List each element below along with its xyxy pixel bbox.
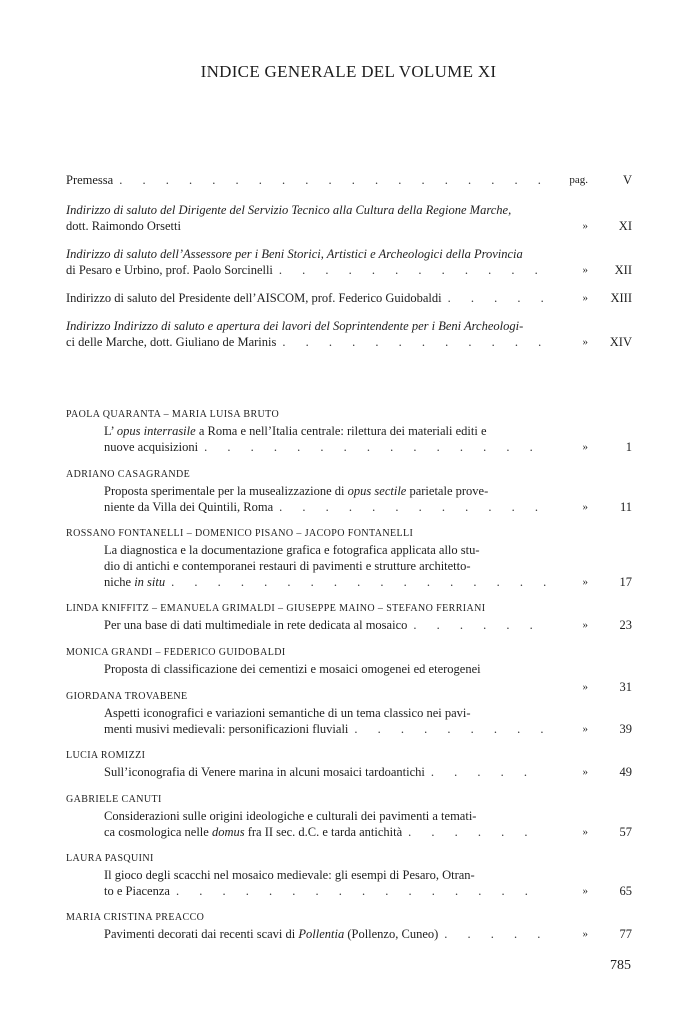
page-prefix: » bbox=[582, 928, 588, 940]
page-title: INDICE GENERALE DEL VOLUME XI bbox=[200, 62, 497, 81]
leader-dots bbox=[425, 764, 546, 780]
entry-title: dott. Raimondo Orsetti bbox=[66, 219, 181, 233]
leader-dots bbox=[113, 172, 546, 188]
leader-dots bbox=[273, 262, 546, 278]
leader-dots bbox=[407, 617, 546, 633]
entry-title: di Pesaro e Urbino, prof. Paolo Sorcinelli bbox=[66, 263, 273, 277]
toc-entry-essay-10 bbox=[66, 911, 632, 942]
page-prefix: » bbox=[582, 723, 588, 735]
toc-entry-essay-6 bbox=[66, 690, 632, 737]
entry-title: Sull’iconografia di Venere marina in alcuni mosaici tardoantichi bbox=[104, 765, 425, 779]
page-number: 23 bbox=[619, 618, 632, 632]
entry-line: Proposta di classificazione dei cementizi e mosaici omogenei ed eterogenei bbox=[104, 662, 481, 676]
page-prefix: » bbox=[582, 336, 588, 348]
entry-authors: LUCIA ROMIZZI bbox=[66, 750, 146, 761]
page-number: 39 bbox=[619, 722, 632, 736]
page-prefix: » bbox=[582, 826, 588, 838]
entry-line: Considerazioni sulle origini ideologiche e culturali dei pavimenti a temati- bbox=[104, 809, 477, 823]
entry-line: Il gioco degli scacchi nel mosaico medievale: gli esempi di Pesaro, Otran- bbox=[104, 868, 475, 882]
page-prefix: » bbox=[582, 441, 588, 453]
entry-authors: MARIA CRISTINA PREACCO bbox=[66, 912, 205, 923]
page-number: 77 bbox=[619, 927, 632, 941]
entry-authors: ADRIANO CASAGRANDE bbox=[66, 469, 191, 480]
leader-dots bbox=[442, 290, 546, 306]
toc-entry-saluto-presidente bbox=[66, 290, 632, 306]
toc-entry-essay-3 bbox=[66, 527, 632, 590]
entry-title: nuove acquisizioni bbox=[104, 440, 199, 454]
toc-entry-essay-9 bbox=[66, 852, 632, 899]
page-prefix: » bbox=[582, 681, 588, 693]
page-number: 57 bbox=[619, 825, 632, 839]
toc-entry-saluto-dirigente bbox=[66, 202, 632, 234]
entry-line: Aspetti iconografici e variazioni semantiche di un tema classico nei pavi- bbox=[104, 706, 471, 720]
page-prefix: » bbox=[582, 501, 588, 513]
entry-authors: ROSSANO FONTANELLI – DOMENICO PISANO – JACOPO FONTANELLI bbox=[66, 528, 414, 539]
page-number: V bbox=[622, 173, 632, 187]
entry-authors: GABRIELE CANUTI bbox=[66, 794, 162, 805]
toc-entry-saluto-assessore bbox=[66, 246, 632, 278]
page-number: 31 bbox=[619, 680, 632, 694]
page-number: XI bbox=[618, 219, 632, 233]
page-number: 1 bbox=[625, 440, 632, 454]
entry-authors: MONICA GRANDI – FEDERICO GUIDOBALDI bbox=[66, 647, 286, 658]
page-number: 49 bbox=[619, 765, 632, 779]
page-folio-number: 785 bbox=[610, 958, 631, 973]
leader-dots bbox=[165, 574, 546, 590]
entry-line: Proposta sperimentale per la musealizzazione di opus sectile parietale prove- bbox=[104, 484, 489, 498]
toc-entry-essay-2 bbox=[66, 468, 632, 515]
toc-entry-essay-4 bbox=[66, 602, 632, 633]
entry-line: Indirizzo Indirizzo di saluto e apertura dei lavori del Soprintendente per i Beni Archeologi- bbox=[66, 319, 524, 333]
page-number: 17 bbox=[619, 575, 632, 589]
entry-title: Premessa bbox=[66, 173, 114, 187]
leader-dots bbox=[276, 334, 546, 350]
entry-title: niche in situ bbox=[104, 575, 166, 589]
toc-entry-essay-8 bbox=[66, 793, 632, 840]
page-number: XIII bbox=[610, 291, 632, 305]
page-prefix: » bbox=[582, 885, 588, 897]
leader-dots bbox=[170, 883, 546, 899]
entry-authors: GIORDANA TROVABENE bbox=[66, 691, 188, 702]
entry-title: niente da Villa dei Quintili, Roma bbox=[104, 500, 274, 514]
entry-title: Pavimenti decorati dai recenti scavi di Pollentia (Pollenzo, Cuneo) bbox=[104, 927, 439, 941]
toc-entry-saluto-soprintendente bbox=[66, 318, 632, 350]
entry-line: Indirizzo di saluto del Dirigente del Servizio Tecnico alla Cultura della Regione Marche, bbox=[66, 203, 512, 217]
page-prefix: pag. bbox=[569, 174, 588, 186]
entry-authors: PAOLA QUARANTA – MARIA LUISA BRUTO bbox=[66, 409, 280, 420]
leader-dots bbox=[402, 824, 546, 840]
entry-line: Indirizzo di saluto dell’Assessore per i Beni Storici, Artistici e Archeologici della Provincia bbox=[66, 247, 523, 261]
entry-line: La diagnostica e la documentazione grafica e fotografica applicata allo stu- bbox=[104, 543, 480, 557]
page-prefix: » bbox=[582, 619, 588, 631]
page-prefix: » bbox=[582, 576, 588, 588]
page-number: 65 bbox=[619, 884, 632, 898]
page-number: 11 bbox=[619, 500, 632, 514]
entry-authors: LINDA KNIFFITZ – EMANUELA GRIMALDI – GIUSEPPE MAINO – STEFANO FERRIANI bbox=[66, 603, 486, 614]
leader-dots bbox=[348, 721, 546, 737]
page-prefix: » bbox=[582, 220, 588, 232]
page-prefix: » bbox=[582, 766, 588, 778]
entry-title: ci delle Marche, dott. Giuliano de Marinis bbox=[66, 335, 277, 349]
toc-entry-essay-1 bbox=[66, 408, 632, 455]
leader-dots bbox=[438, 926, 546, 942]
toc-entry-essay-5 bbox=[66, 646, 632, 695]
toc-entry-essay-7 bbox=[66, 749, 632, 780]
entry-authors: LAURA PASQUINI bbox=[66, 853, 154, 864]
entry-title: Indirizzo di saluto del Presidente dell’AISCOM, prof. Federico Guidobaldi bbox=[66, 291, 442, 305]
page-prefix: » bbox=[582, 292, 588, 304]
entry-title: Per una base di dati multimediale in rete dedicata al mosaico bbox=[104, 618, 408, 632]
entry-title: to e Piacenza bbox=[104, 884, 170, 898]
leader-dots bbox=[198, 439, 546, 455]
page-number: XIV bbox=[609, 335, 632, 349]
toc-entry-premessa bbox=[66, 172, 632, 188]
entry-title: ca cosmologica nelle domus fra II sec. d.C. e tarda antichità bbox=[104, 825, 403, 839]
page-prefix: » bbox=[582, 264, 588, 276]
entry-line: dio di antichi e contemporanei restauri di pavimenti e strutture architetto- bbox=[104, 559, 471, 573]
leader-dots bbox=[273, 499, 546, 515]
entry-line: L’ opus interrasile a Roma e nell’Italia centrale: rilettura dei materiali editi e bbox=[104, 424, 487, 438]
page-number: XII bbox=[614, 263, 632, 277]
entry-title: menti musivi medievali: personificazioni fluviali bbox=[104, 722, 349, 736]
